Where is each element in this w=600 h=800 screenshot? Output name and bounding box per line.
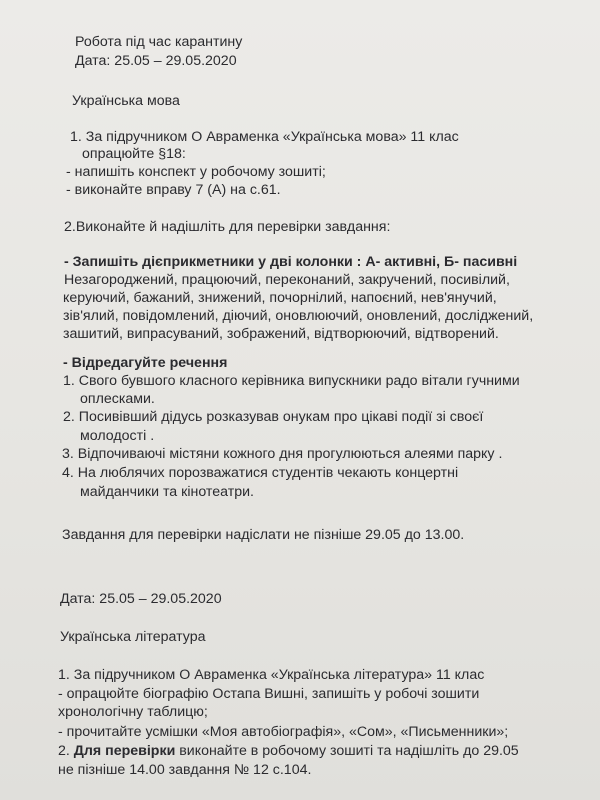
literature-task-line: - прочитайте усмішки «Моя автобіографія», «Сом», «Письменники»; — [58, 724, 509, 740]
for-review-label: Для перевірки — [73, 743, 176, 759]
subject-ukrainian-language: Українська мова — [72, 93, 180, 109]
task-2-heading: 2.Виконайте й надішліть для перевірки завдання: — [64, 219, 391, 235]
task-1-line: - напишіть конспект у робочому зошиті; — [66, 164, 326, 180]
task-1-line: опрацюйте §18: — [82, 146, 186, 162]
literature-task-line: хронологічну таблицю; — [58, 704, 208, 720]
date-line-2: Дата: 25.05 – 29.05.2020 — [60, 591, 222, 607]
participles-list-line: Незагороджений, працюючий, переконаний, закручений, посивілий, — [64, 272, 510, 288]
date-line-1: Дата: 25.05 – 29.05.2020 — [75, 53, 237, 69]
literature-task-2-line — [58, 742, 519, 760]
literature-task-line: 1. За підручником О Авраменка «Українська література» 11 клас — [58, 667, 485, 683]
sentence-item: молодості . — [80, 428, 155, 444]
task-number: 2. — [58, 743, 74, 759]
sentence-item: майданчики та кінотеатри. — [80, 484, 254, 500]
participles-list-line: зашитий, випрасуваний, зображений, відтворюючий, відтворений. — [63, 326, 499, 342]
sentence-item: 4. На люблячих порозважатися студентів чекають концертні — [62, 465, 459, 481]
doc-heading: Робота під час карантину — [75, 34, 243, 50]
participles-list-line: зів'ялий, повідомлений, діючий, оновлюючий, оновлений, досліджений, — [63, 308, 534, 324]
task-2-text: виконайте в робочому зошиті та надішліть до 29.05 — [175, 743, 519, 759]
literature-task-line: - опрацюйте біографію Остапа Вишні, запишіть у робочі зошити — [58, 686, 480, 702]
sentence-item: 2. Посивівший дідусь розказував онукам про цікаві події зі своєї — [63, 409, 484, 425]
sentence-item: оплесками. — [80, 391, 155, 407]
task-1-line: - виконайте вправу 7 (А) на с.61. — [66, 182, 281, 198]
sentence-item: 1. Свого бувшого класного керівника випускники радо вітали гучними — [63, 373, 520, 389]
exercise-edit-heading: - Відредагуйте речення — [63, 355, 228, 371]
sentence-item: 3. Відпочиваючі містяни кожного дня прогулюються алеями парку . — [62, 446, 503, 462]
literature-task-line: не пізніше 14.00 завдання № 12 с.104. — [58, 762, 312, 778]
deadline-language: Завдання для перевірки надіслати не пізніше 29.05 до 13.00. — [62, 527, 465, 543]
exercise-participles-heading: - Запишіть дієприкметники у дві колонки : А- активні, Б- пасивні — [64, 254, 518, 270]
participles-list-line: керуючий, бажаний, знижений, почорнілий, напоєний, нев'янучий, — [63, 290, 497, 306]
task-1-line: 1. За підручником О Авраменка «Українська мова» 11 клас — [70, 129, 459, 145]
subject-ukrainian-literature: Українська література — [60, 629, 206, 645]
